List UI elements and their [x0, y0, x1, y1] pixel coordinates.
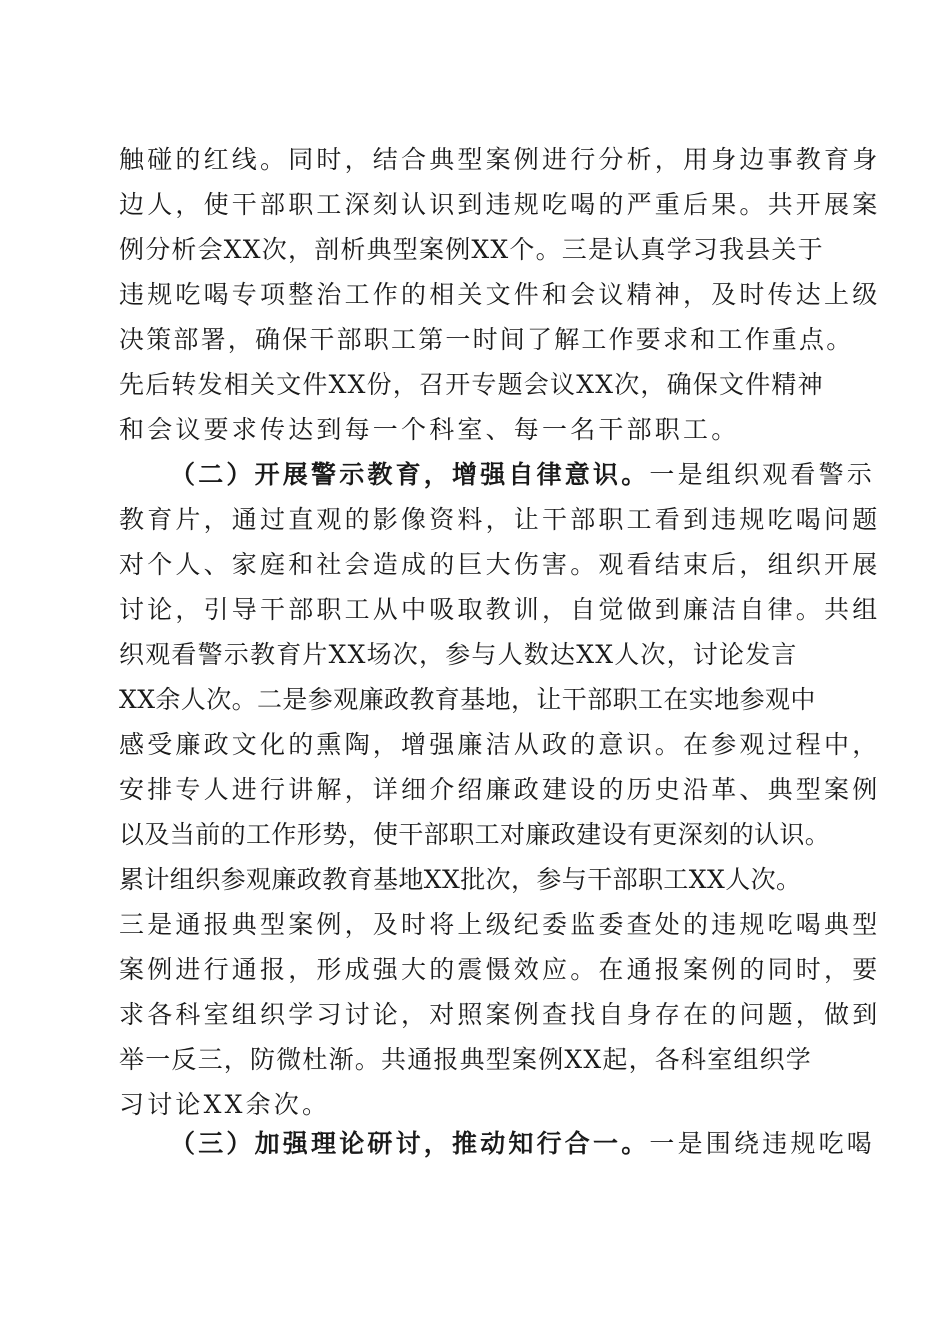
paragraph-1-line-3: 例分析会XX次，剖析典型案例XX个。三是认真学习我县关于 — [119, 235, 824, 264]
paragraph-2-line-1 — [170, 457, 875, 493]
paragraph-1-line-1: 触碰的红线。同时，结合典型案例进行分析，用身边事教育身 — [119, 145, 881, 174]
section-heading-2: （二）开展警示教育，增强自律意识。 — [170, 460, 650, 489]
paragraph-1-line-6: 先后转发相关文件XX份，召开专题会议XX次，确保文件精神 — [119, 370, 824, 399]
paragraph-2-line-14: 举一反三，防微杜渐。共通报典型案例XX起，各科室组织学 — [119, 1045, 812, 1074]
paragraph-3-line-1-rest: 一是围绕违规吃喝 — [649, 1129, 876, 1158]
paragraph-2-line-8: 安排专人进行讲解，详细介绍廉政建设的历史沿革、典型案例 — [119, 775, 881, 804]
paragraph-2-line-3: 对个人、家庭和社会造成的巨大伤害。观看结束后，组织开展 — [119, 550, 881, 579]
paragraph-2-line-15: 习讨论XX余次。 — [119, 1090, 331, 1119]
paragraph-2-line-12: 案例进行通报，形成强大的震慑效应。在通报案例的同时，要 — [119, 955, 881, 984]
paragraph-1-line-5: 决策部署，确保干部职工第一时间了解工作要求和工作重点。 — [119, 325, 854, 354]
section-heading-3: （三）加强理论研讨，推动知行合一。 — [170, 1129, 650, 1158]
paragraph-3-line-1 — [170, 1126, 875, 1162]
paragraph-1-line-7: 和会议要求传达到每一个科室、每一名干部职工。 — [119, 415, 740, 444]
paragraph-1-line-2: 边人，使干部职工深刻认识到违规吃喝的严重后果。共开展案 — [119, 190, 881, 219]
paragraph-2-line-6: XX余人次。二是参观廉政教育基地，让干部职工在实地参观中 — [119, 685, 816, 714]
paragraph-1-line-4: 违规吃喝专项整治工作的相关文件和会议精神，及时传达上级 — [119, 280, 881, 309]
paragraph-2-line-13: 求各科室组织学习讨论，对照案例查找自身存在的问题，做到 — [119, 1000, 881, 1029]
paragraph-2-line-5: 织观看警示教育片XX场次，参与人数达XX人次，讨论发言 — [119, 640, 798, 669]
paragraph-2-line-9: 以及当前的工作形势，使干部职工对廉政建设有更深刻的认识。 — [119, 820, 831, 849]
paragraph-2-line-4: 讨论，引导干部职工从中吸取教训，自觉做到廉洁自律。共组 — [119, 595, 881, 624]
paragraph-2-line-2: 教育片，通过直观的影像资料，让干部职工看到违规吃喝问题 — [119, 505, 881, 534]
paragraph-2-line-11: 三是通报典型案例，及时将上级纪委监委查处的违规吃喝典型 — [119, 910, 881, 939]
paragraph-2-line-1-rest: 一是组织观看警示 — [649, 460, 876, 489]
paragraph-2-line-10: 累计组织参观廉政教育基地XX批次，参与干部职工XX人次。 — [119, 865, 802, 894]
paragraph-2-line-7: 感受廉政文化的熏陶，增强廉洁从政的意识。在参观过程中， — [119, 730, 881, 759]
